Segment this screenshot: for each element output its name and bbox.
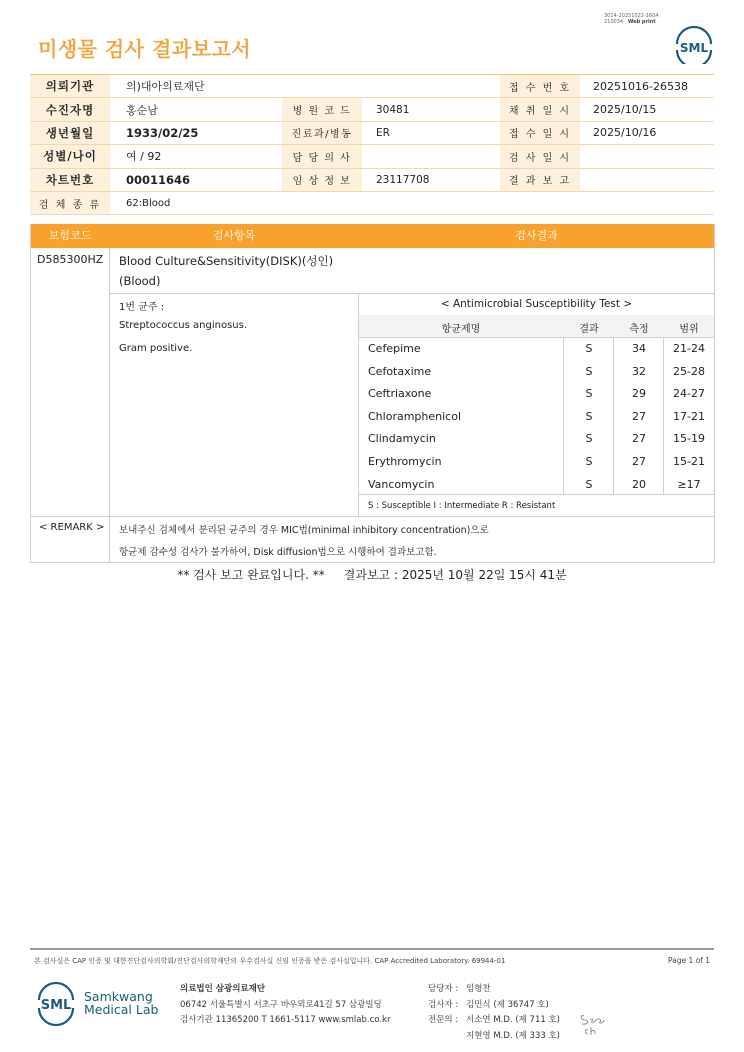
staff-role: 검사자 : xyxy=(428,999,459,1010)
org-name: 의료법인 삼광의료재단 xyxy=(180,984,266,994)
dob-value: 1933/02/25 xyxy=(126,125,199,140)
patient-label: 수진자명 xyxy=(45,102,95,117)
info-row xyxy=(30,98,714,121)
brand-line2: Medical Lab xyxy=(84,1002,159,1017)
ast-result: S xyxy=(585,455,593,468)
page-number: Page 1 of 1 xyxy=(668,956,711,965)
footer-org xyxy=(180,982,390,1029)
org-address: 06742 서울특별시 서초구 바우뫼로41길 57 삼광빌딩 xyxy=(180,999,382,1010)
print-meta-line1: 3014-20251022-1604 xyxy=(604,13,659,19)
ast-drug: Clindamycin xyxy=(368,432,436,446)
ast-row xyxy=(359,361,714,384)
staff-name: 지현영 M.D. (제 333 호) xyxy=(466,1030,561,1041)
ast-result: S xyxy=(585,432,593,446)
samkwang-logo-icon xyxy=(36,980,76,1026)
doctor-label: 담 당 의 사 xyxy=(292,152,352,164)
report-title: 미생물 검사 결과보고서 xyxy=(38,37,252,61)
gram-stain: Gram positive. xyxy=(119,343,193,354)
print-meta xyxy=(604,13,659,25)
info-row xyxy=(30,75,714,98)
ast-measure: 27 xyxy=(632,455,646,468)
dob-label: 생년월일 xyxy=(45,125,95,140)
ast-range: 17-21 xyxy=(673,409,705,423)
staff-role: 담당자 : xyxy=(428,984,459,994)
header-code: 보험코드 xyxy=(48,229,92,242)
receipt-no-label: 접 수 번 호 xyxy=(508,82,572,94)
dept-value: ER xyxy=(376,126,390,139)
receipt-no-value: 20251016-26538 xyxy=(593,79,688,93)
print-meta-code: 210034 xyxy=(604,19,624,25)
test-item-specimen: (Blood) xyxy=(119,274,161,288)
ast-header-result: 결과 xyxy=(579,324,599,335)
staff-name: 김민식 (제 36747 호) xyxy=(466,999,549,1010)
ast-drug: Vancomycin xyxy=(368,477,435,491)
sex-age-label: 성별/나이 xyxy=(43,149,97,164)
ast-measure: 27 xyxy=(632,409,646,423)
hospital-code-label: 병 원 코 드 xyxy=(292,106,352,118)
ast-row xyxy=(359,451,714,474)
ast-row xyxy=(359,383,714,406)
results-table xyxy=(30,224,715,563)
remark-label: < REMARK > xyxy=(39,522,105,533)
requester-label: 의뢰기관 xyxy=(45,79,95,94)
remark-line2: 항균제 감수성 검사가 불가하여, Disk diffusion법으로 시행하여 결과보고함. xyxy=(119,547,437,558)
patient-info xyxy=(30,74,714,215)
ast-row xyxy=(359,428,714,451)
ast-measure: 20 xyxy=(632,477,646,491)
ast-result: S xyxy=(585,364,593,378)
ast-measure: 29 xyxy=(632,387,646,401)
requester-value: 의)대아의료재단 xyxy=(126,80,205,94)
ast-result: S xyxy=(585,477,593,491)
print-meta-label: Web print xyxy=(627,19,656,25)
results-header xyxy=(31,224,714,248)
specimen-label: 검 체 종 류 xyxy=(38,199,102,211)
staff-name: 서소연 M.D. (제 711 호) xyxy=(466,1015,561,1025)
ast-measure: 34 xyxy=(632,342,646,355)
ast-range: 21-24 xyxy=(673,342,705,355)
info-row xyxy=(30,192,714,215)
ast-row xyxy=(359,474,714,497)
test-item-name: Blood Culture&Sensitivity(DISK)(성인) xyxy=(119,254,334,268)
ast-legend: S : Susceptible I : Intermediate R : Resistant xyxy=(368,501,556,511)
signature-icon xyxy=(578,1010,610,1038)
ast-drug: Erythromycin xyxy=(368,455,442,468)
sex-age-value: 여 / 92 xyxy=(126,150,162,164)
ast-measure: 32 xyxy=(632,364,646,378)
ast-range: 15-21 xyxy=(673,455,705,468)
test-date-label: 검 사 일 시 xyxy=(508,152,572,164)
completion-message: ** 검사 보고 완료입니다. ** 결과보고 : 2025년 10월 22일 15시 41분 xyxy=(177,568,567,582)
ast-range: 25-28 xyxy=(673,364,705,378)
ast-drug: Chloramphenicol xyxy=(368,409,462,423)
ast-header-drug: 항균제명 xyxy=(441,324,481,335)
ast-result: S xyxy=(585,342,593,355)
ast-header-measure: 측정 xyxy=(629,324,649,335)
remark-line1: 보내주신 검체에서 분리된 균주의 경우 MIC법(minimal inhibitory concentration)으로 xyxy=(119,525,489,536)
svg-text:SML: SML xyxy=(679,41,709,55)
ast-drug: Cefotaxime xyxy=(368,364,432,378)
ast-header-range: 범위 xyxy=(679,324,699,335)
ast-row xyxy=(359,338,714,361)
info-row xyxy=(30,169,714,192)
org-contact: 검사기관 11365200 T 1661-5117 www.smlab.co.kr xyxy=(180,1015,391,1025)
accreditation-note: 본 검사실은 CAP 인증 및 대한진단검사의학회/진단검사의학재단의 우수검사실 신임 인증을 받은 검사실입니다. CAP Accredited Laboratory. 69944-01 xyxy=(34,957,506,965)
insurance-code: D585300HZ xyxy=(37,253,104,266)
ast-range: 24-27 xyxy=(673,387,705,401)
ast-result: S xyxy=(585,387,593,401)
staff-name: 임형찬 xyxy=(466,984,491,994)
staff-role: 전문의 : xyxy=(428,1015,459,1025)
dept-label: 진료과/병동 xyxy=(291,129,353,141)
patient-value: 홍순남 xyxy=(126,103,158,117)
brand-line1: Samkwang xyxy=(84,989,153,1004)
sml-logo-icon xyxy=(671,24,717,64)
ast-range: ≥17 xyxy=(677,477,701,491)
collect-date-value: 2025/10/15 xyxy=(593,103,657,117)
ast-row xyxy=(359,406,714,429)
ast-header xyxy=(359,315,714,337)
ast-drug: Cefepime xyxy=(368,342,421,355)
organism-name: Streptococcus anginosus. xyxy=(119,320,248,331)
collect-date-label: 채 취 일 시 xyxy=(508,106,572,118)
clinical-info-value: 23117708 xyxy=(376,173,430,186)
hospital-code-value: 30481 xyxy=(376,103,410,116)
ast-range: 15-19 xyxy=(673,432,705,446)
header-result: 검사결과 xyxy=(515,229,558,242)
ast-title: < Antimicrobial Susceptibility Test > xyxy=(440,298,633,310)
receipt-date-value: 2025/10/16 xyxy=(593,126,657,140)
ast-result: S xyxy=(585,409,593,423)
clinical-info-label: 임 상 정 보 xyxy=(292,176,352,188)
svg-text:SML: SML xyxy=(40,998,72,1013)
header-item: 검사항목 xyxy=(212,229,256,242)
ast-measure: 27 xyxy=(632,432,646,446)
footer-divider xyxy=(30,948,714,950)
footer-brand xyxy=(84,990,158,1016)
info-row xyxy=(30,145,714,168)
chart-no-label: 차트번호 xyxy=(45,172,95,187)
specimen-value: 62:Blood xyxy=(126,197,171,209)
report-label: 결 과 보 고 xyxy=(508,176,572,188)
receipt-date-label: 접 수 일 시 xyxy=(508,129,572,141)
footer-staff xyxy=(428,982,560,1044)
ast-drug: Ceftriaxone xyxy=(368,387,432,401)
organism-label: 1번 균주 : xyxy=(119,302,165,313)
info-row xyxy=(30,122,714,145)
chart-no-value: 00011646 xyxy=(126,172,191,187)
